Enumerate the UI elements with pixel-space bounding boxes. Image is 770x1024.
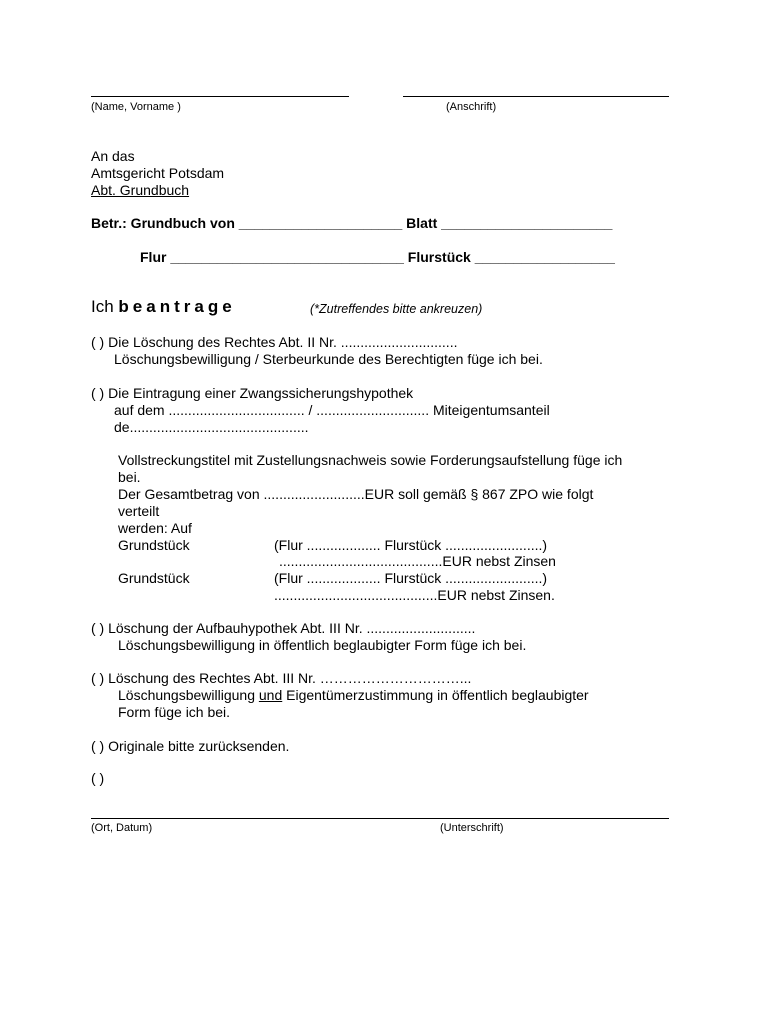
option4-detail-und: und — [258, 687, 283, 703]
option4-detail-end: Form füge ich bei. — [118, 704, 231, 720]
request-heading — [91, 297, 236, 317]
option4-detail-c: Eigentümerzustimmung in öffentlich beglaubigter — [282, 687, 589, 703]
grundstueck1-detail: (Flur ................... Flurstück .........................) — [274, 537, 548, 553]
option3-checkbox-line[interactable]: ( ) Löschung der Aufbauhypothek Abt. III Nr. ............................ — [91, 620, 476, 636]
option6-checkbox-line[interactable]: ( ) — [91, 770, 105, 786]
request-ich: Ich — [91, 297, 114, 316]
option2-de: de.............................................. — [114, 419, 309, 435]
option4-checkbox-line[interactable]: ( ) Löschung des Rechtes Abt. III Nr. …………………………... — [91, 670, 472, 686]
option3-detail: Löschungsbewilligung in öffentlich beglaubigter Form füge ich bei. — [118, 637, 527, 653]
option2-para3: Der Gesamtbetrag von ..........................EUR soll gemäß § 867 ZPO wie folgt — [118, 486, 594, 502]
date-label: (Ort, Datum) — [91, 822, 153, 834]
option2-para5: werden: Auf — [118, 520, 192, 536]
option2-share: auf dem ................................... / ............................. Miteigentumsanteil — [114, 402, 550, 418]
request-beantrage: beantrage — [118, 297, 236, 316]
name-line — [91, 96, 349, 97]
grundstueck2-detail: (Flur ................... Flurstück .........................) — [274, 570, 548, 586]
recipient-court: Amtsgericht Potsdam — [91, 165, 225, 181]
option2-para4: verteilt — [118, 503, 160, 519]
option1-detail: Löschungsbewilligung / Sterbeurkunde des Berechtigten füge ich bei. — [114, 351, 543, 367]
subject-grundbuch: Betr.: Grundbuch von _____________________ Blatt ______________________ — [91, 215, 613, 231]
option1-checkbox-line[interactable]: ( ) Die Löschung des Rechtes Abt. II Nr. .............................. — [91, 334, 458, 350]
option2-checkbox-line[interactable]: ( ) Die Eintragung einer Zwangssicherungshypothek — [91, 385, 414, 401]
option4-detail — [118, 687, 589, 703]
recipient-department: Abt. Grundbuch — [91, 182, 190, 198]
option4-detail-a: Löschungsbewilligung — [118, 687, 259, 703]
name-label: (Name, Vorname ) — [91, 101, 181, 113]
grundstueck2-label: Grundstück — [118, 570, 190, 586]
request-note: (*Zutreffendes bitte ankreuzen) — [310, 302, 483, 316]
option2-para1: Vollstreckungstitel mit Zustellungsnachweis sowie Forderungsaufstellung füge ich — [118, 452, 623, 468]
recipient-line1: An das — [91, 148, 135, 164]
signature-line — [91, 818, 669, 819]
option2-para2: bei. — [118, 469, 141, 485]
option5-checkbox-line[interactable]: ( ) Originale bitte zurücksenden. — [91, 738, 290, 754]
address-line — [403, 96, 669, 97]
grundstueck1-label: Grundstück — [118, 537, 190, 553]
subject-flur: Flur ______________________________ Flurstück __________________ — [140, 249, 615, 265]
signature-label: (Unterschrift) — [440, 822, 504, 834]
address-label: (Anschrift) — [446, 101, 497, 113]
grundstueck2-amount: ..........................................EUR nebst Zinsen. — [274, 587, 555, 603]
grundstueck1-amount: ..........................................EUR nebst Zinsen — [279, 553, 556, 569]
